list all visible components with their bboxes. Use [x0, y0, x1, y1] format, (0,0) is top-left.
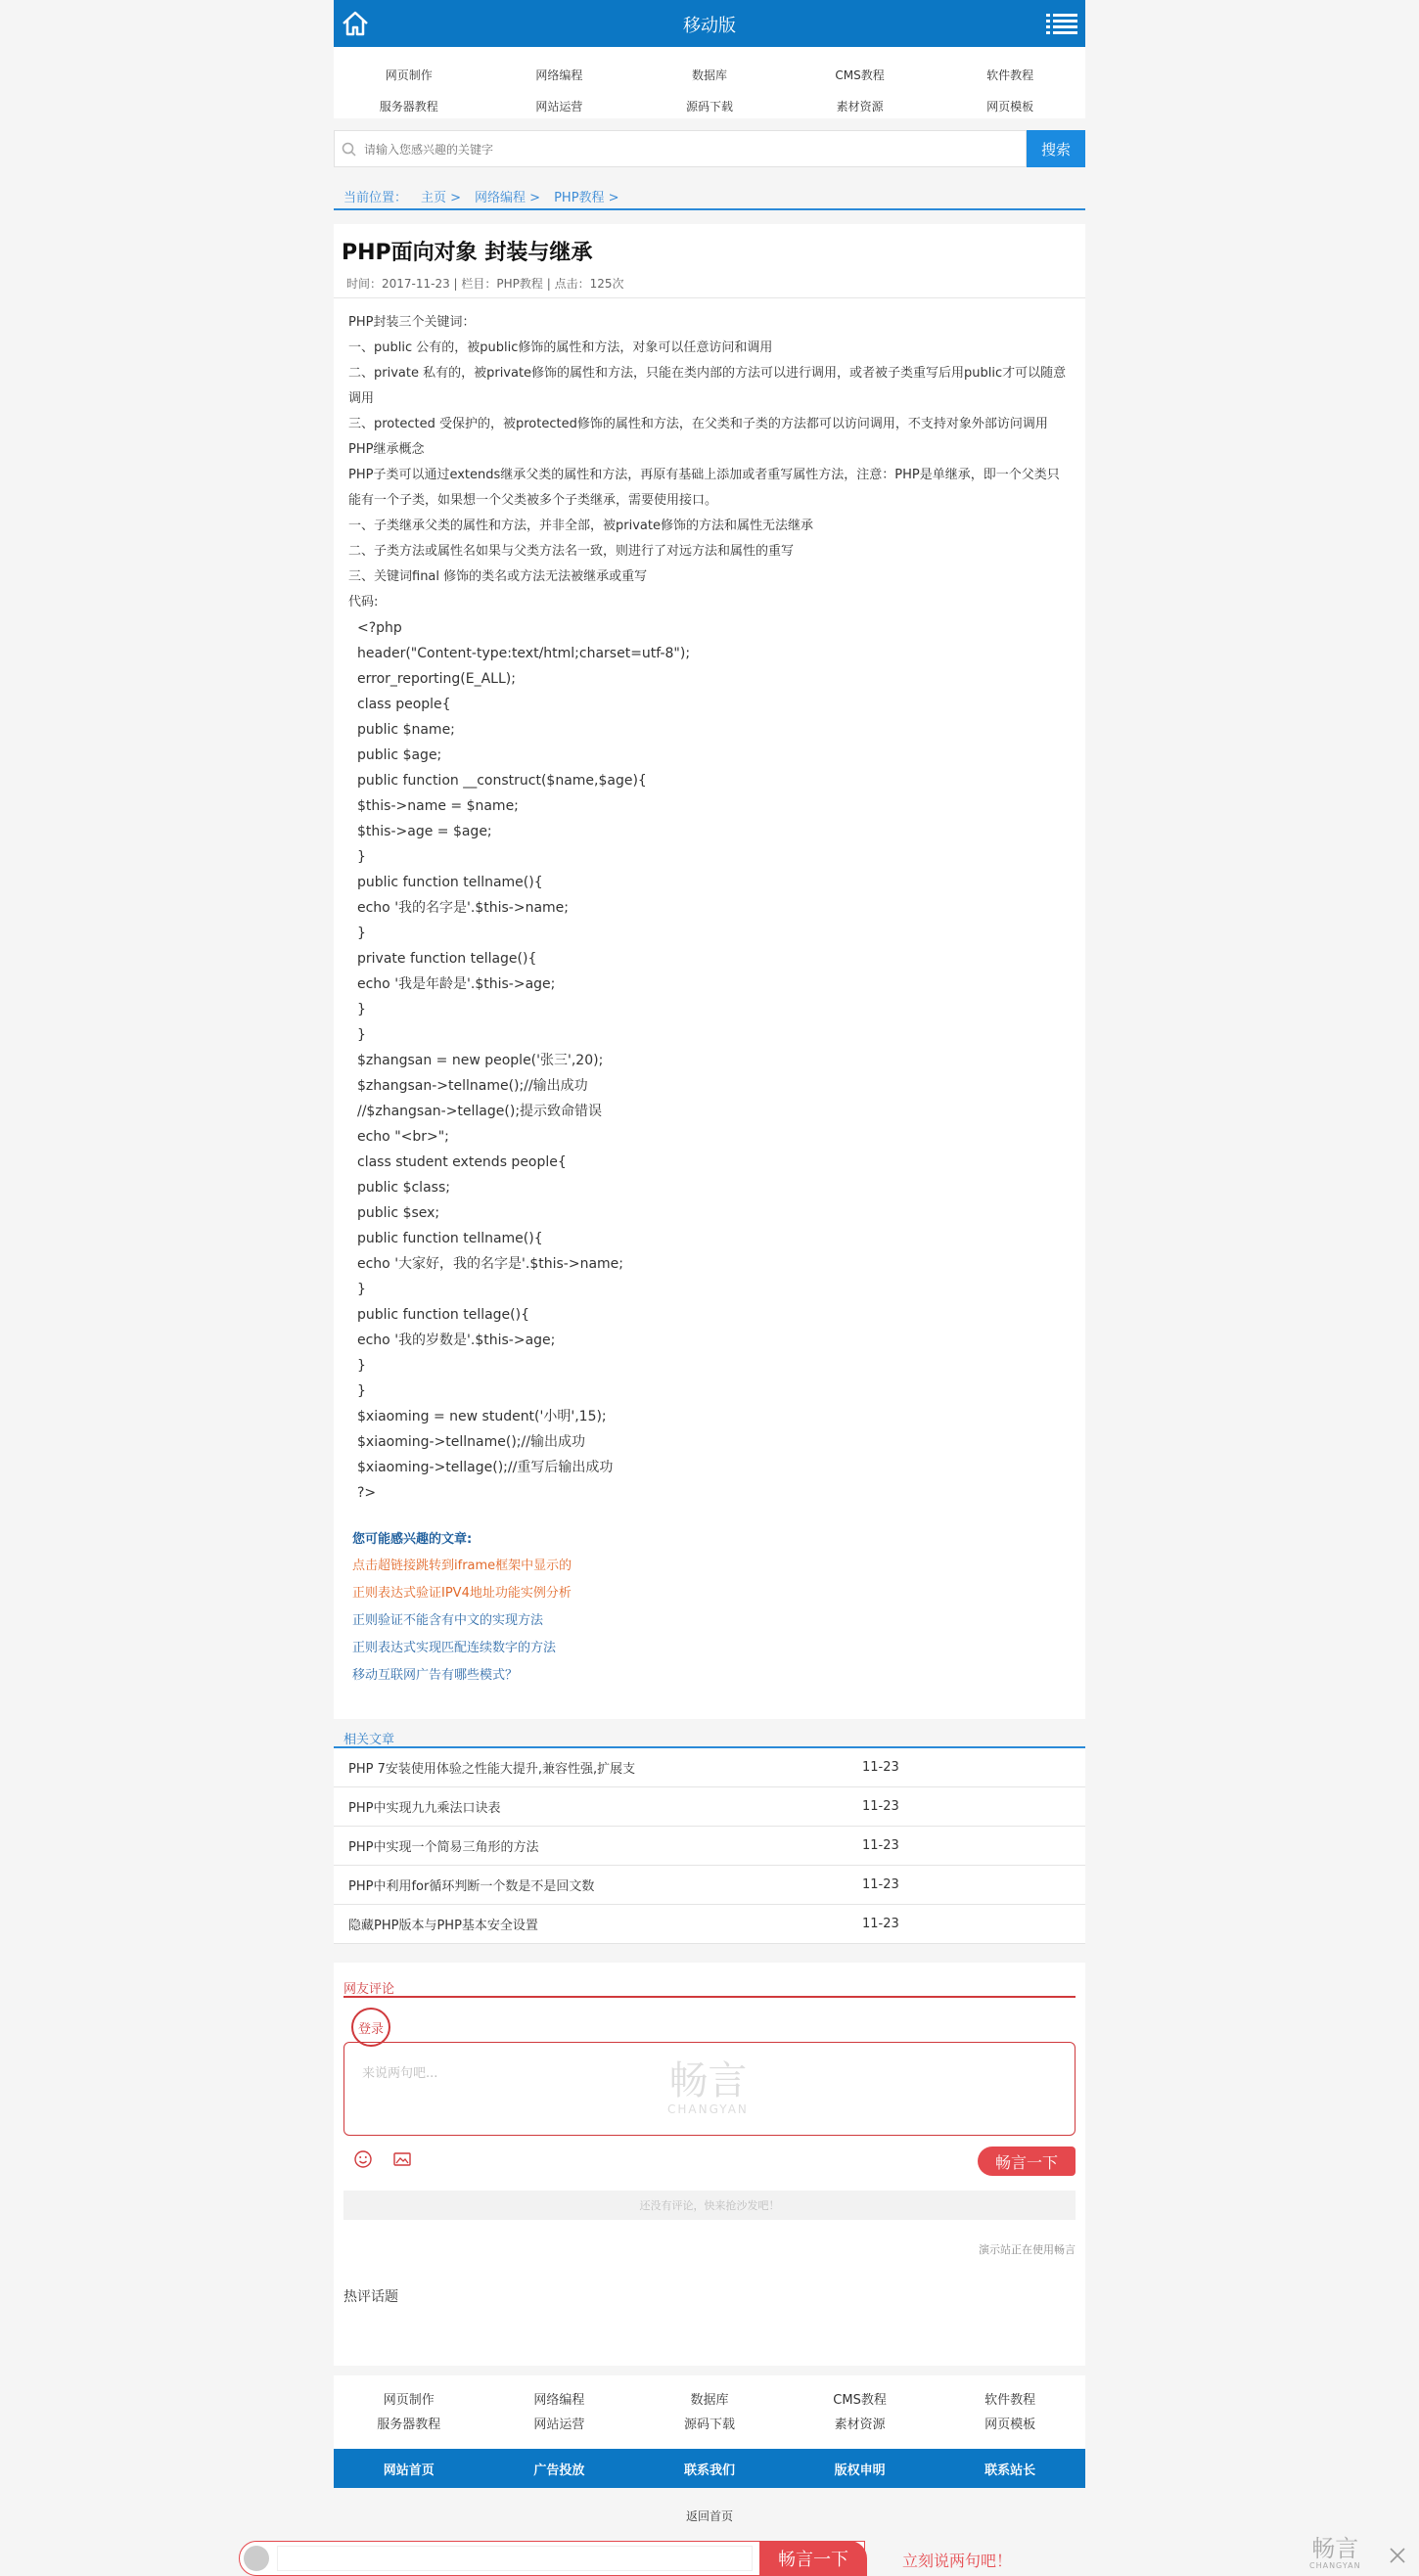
- avatar: [244, 2546, 269, 2571]
- code-line: class student extends people{: [357, 1154, 567, 1170]
- footer-nav-item[interactable]: 网页制作: [383, 2393, 435, 2408]
- comment-tools: [343, 2136, 1076, 2185]
- code-line: $zhangsan = new people('张三',20);: [357, 1053, 604, 1068]
- meta-column-link[interactable]: PHP教程: [496, 277, 543, 291]
- comments-title: 网友评论: [343, 1978, 1076, 1998]
- nav-item[interactable]: 服务器教程: [379, 99, 438, 113]
- footer-nav-item[interactable]: 源码下载: [683, 2418, 735, 2432]
- page: [334, 0, 1085, 2524]
- code-line: public $class;: [357, 1180, 450, 1196]
- code-line: }: [357, 926, 366, 941]
- interest-link[interactable]: 正则表达式验证IPV4地址功能实例分析: [352, 1586, 572, 1601]
- code-line: ?>: [357, 1485, 377, 1501]
- footer-nav-item[interactable]: 软件教程: [984, 2393, 1036, 2408]
- breadcrumb-link[interactable]: 网络编程 >: [475, 190, 541, 205]
- interest-link[interactable]: 点击超链接跳转到iframe框架中显示的: [352, 1559, 572, 1573]
- code-line: public function tellage(){: [357, 1307, 530, 1323]
- header-title: 移动版: [683, 16, 736, 36]
- related-item-date: 11-23: [862, 1917, 899, 1931]
- no-comment-notice: 还没有评论，快来抢沙发吧！: [343, 2191, 1076, 2220]
- search-input[interactable]: [364, 139, 951, 160]
- say-prompt[interactable]: 立刻说两句吧！: [902, 2552, 1013, 2570]
- nav-item[interactable]: 数据库: [691, 68, 727, 82]
- back-home-link[interactable]: 返回首页: [685, 2509, 733, 2523]
- code-line: class people{: [357, 697, 451, 712]
- related-item-title: 隐藏PHP版本与PHP基本安全设置: [348, 1919, 538, 1933]
- interest-links: [334, 1527, 1085, 1690]
- list-item[interactable]: [334, 1748, 1085, 1787]
- code-line: private function tellage(){: [357, 951, 537, 967]
- code-line: public function tellname(){: [357, 875, 543, 890]
- comment-placeholder: 来说两句吧...: [362, 2066, 438, 2081]
- nav-item[interactable]: 网页模板: [986, 99, 1034, 113]
- code-line: //$zhangsan->tellage();提示致命错误: [357, 1104, 603, 1119]
- related-item-title: PHP中实现九九乘法口诀表: [348, 1801, 501, 1816]
- related-list: [334, 1748, 1085, 1944]
- body-paragraph: 代码:: [348, 595, 379, 610]
- footer-nav-item[interactable]: CMS教程: [833, 2393, 887, 2408]
- code-line: public $sex;: [357, 1205, 440, 1221]
- breadcrumb-link[interactable]: PHP教程 >: [554, 190, 619, 205]
- code-line: echo '我是年龄是'.$this->age;: [357, 976, 556, 992]
- interest-heading: 您可能感兴趣的文章:: [352, 1532, 473, 1547]
- changyan-watermark: [667, 2058, 749, 2115]
- related-item-date: 11-23: [862, 1760, 899, 1775]
- search-icon: [341, 141, 358, 158]
- hot-topics-title: 热评话题: [343, 2289, 398, 2305]
- body-paragraph: 二、子类方法或属性名如果与父类方法名一致，则进行了对远方法和属性的重写: [348, 544, 795, 559]
- code-line: }: [357, 1282, 366, 1297]
- footer-bar: [334, 2449, 1085, 2488]
- footer-link[interactable]: 广告投放: [533, 2463, 585, 2478]
- code-line: echo '大家好，我的名字是'.$this->name;: [357, 1256, 624, 1272]
- changyan-logo: [1309, 2536, 1361, 2571]
- footer-nav-item[interactable]: 服务器教程: [377, 2418, 441, 2432]
- code-line: }: [357, 849, 366, 865]
- watermark-sub: CHANGYAN: [667, 2102, 749, 2116]
- nav-item[interactable]: 网页制作: [385, 68, 433, 82]
- body-paragraph: PHP封装三个关键词：: [348, 315, 476, 330]
- body-paragraph: 三、关键词final 修饰的类名或方法无法被继承或重写: [348, 569, 648, 584]
- list-item[interactable]: [334, 1866, 1085, 1905]
- article-body: [334, 298, 1085, 1506]
- image-icon[interactable]: [392, 2149, 412, 2169]
- code-line: $zhangsan->tellname();//输出成功: [357, 1078, 588, 1094]
- comments-section: [334, 1963, 1085, 2366]
- list-item[interactable]: [334, 1787, 1085, 1827]
- menu-icon[interactable]: [1044, 8, 1079, 39]
- submit-comment-button[interactable]: 畅言一下: [978, 2147, 1076, 2176]
- code-block: [348, 615, 1072, 1506]
- code-line: header("Content-type:text/html;charset=utf-8");: [357, 646, 691, 661]
- nav-item[interactable]: 软件教程: [986, 68, 1034, 82]
- breadcrumb-link[interactable]: 主页 >: [421, 190, 462, 205]
- interest-link[interactable]: 正则验证不能含有中文的实现方法: [352, 1613, 544, 1628]
- comment-textarea[interactable]: [343, 2042, 1076, 2136]
- article: [334, 224, 1085, 1719]
- code-line: public function __construct($name,$age){: [357, 773, 647, 789]
- code-line: echo "<br>";: [357, 1129, 449, 1145]
- code-line: }: [357, 1027, 366, 1043]
- meta-clicks: | 点击：125次: [542, 277, 624, 291]
- footer-link[interactable]: 联系我们: [683, 2463, 735, 2478]
- code-line: public function tellname(){: [357, 1231, 543, 1246]
- floating-comment-bar: [239, 2541, 865, 2576]
- related-item-title: PHP中实现一个简易三角形的方法: [348, 1840, 539, 1855]
- nav-item[interactable]: 源码下载: [685, 99, 733, 113]
- brand-text: 畅言: [1311, 2535, 1359, 2562]
- body-paragraph: PHP子类可以通过extends继承父类的属性和方法，再原有基础上添加或者重写属性方法，注意：PHP是单继承，即一个父类只能有一个子类，如果想一个父类被多个子类继承，需要使用接口。: [348, 468, 1060, 508]
- related-item-date: 11-23: [862, 1877, 899, 1892]
- related-item-title: PHP中利用for循环判断一个数是不是回文数: [348, 1879, 595, 1894]
- nav-item[interactable]: 素材资源: [836, 99, 884, 113]
- body-paragraph: 三、protected 受保护的，被protected修饰的属性和方法，在父类和子类的方法都可以访问调用，不支持对象外部访问调用: [348, 417, 1048, 431]
- code-line: public $name;: [357, 722, 455, 738]
- related-title: 相关文章: [334, 1719, 1085, 1748]
- code-line: }: [357, 1002, 366, 1017]
- code-line: $this->name = $name;: [357, 798, 519, 814]
- interest-link[interactable]: 正则表达式实现匹配连续数字的方法: [352, 1641, 557, 1655]
- related-item-title: PHP 7安装使用体验之性能大提升,兼容性强,扩展支: [348, 1762, 636, 1777]
- meta-time: 时间：2017-11-23 | 栏目：: [346, 277, 497, 291]
- footer-link[interactable]: 版权申明: [834, 2463, 886, 2478]
- breadcrumb-label: 当前位置：: [343, 190, 408, 205]
- body-paragraph: 一、子类继承父类的属性和方法，并非全部，被private修饰的方法和属性无法继承: [348, 519, 813, 533]
- floating-comment-input[interactable]: [277, 2546, 753, 2571]
- list-item[interactable]: [334, 1827, 1085, 1866]
- search-bar: [334, 129, 1085, 168]
- top-header: [334, 0, 1085, 47]
- floating-send-button[interactable]: 畅言一下: [759, 2541, 867, 2576]
- code-line: error_reporting(E_ALL);: [357, 671, 516, 687]
- login-button[interactable]: 登录: [351, 2008, 390, 2047]
- footer-nav-item[interactable]: 网站运营: [533, 2418, 585, 2432]
- code-line: $xiaoming = new student('小明',15);: [357, 1409, 607, 1424]
- nav-item[interactable]: 网络编程: [535, 68, 583, 82]
- body-paragraph: 二、private 私有的，被private修饰的属性和方法，只能在类内部的方法可以进行调用，或者被子类重写后用public才可以随意调用: [348, 366, 1067, 406]
- powered-by[interactable]: 演示站正在使用畅言: [979, 2243, 1076, 2256]
- interest-link[interactable]: 移动互联网广告有哪些模式？: [352, 1668, 519, 1683]
- related-item-date: 11-23: [862, 1838, 899, 1853]
- code-line: }: [357, 1358, 366, 1374]
- category-nav: [334, 47, 1085, 118]
- code-line: public $age;: [357, 747, 442, 763]
- code-line: }: [357, 1383, 366, 1399]
- search-box: [334, 130, 1027, 167]
- search-button[interactable]: 搜索: [1027, 130, 1085, 167]
- breadcrumb: [334, 183, 1085, 210]
- code-line: $xiaoming->tellname();//输出成功: [357, 1434, 585, 1450]
- related-item-date: 11-23: [862, 1799, 899, 1814]
- nav-item[interactable]: CMS教程: [835, 68, 885, 82]
- code-line: <?php: [357, 620, 402, 636]
- footer-link[interactable]: 网站首页: [383, 2463, 435, 2478]
- code-line: $xiaoming->tellage();//重写后输出成功: [357, 1460, 614, 1475]
- footer-nav-item[interactable]: 素材资源: [834, 2418, 886, 2432]
- footer-nav: [334, 2375, 1085, 2449]
- code-line: echo '我的岁数是'.$this->age;: [357, 1333, 556, 1348]
- body-paragraph: 一、public 公有的，被public修饰的属性和方法，对象可以任意访问和调用: [348, 340, 773, 355]
- footer-link[interactable]: 联系站长: [984, 2463, 1036, 2478]
- article-title: PHP面向对象 封装与继承: [342, 241, 593, 265]
- close-icon[interactable]: [1388, 2546, 1407, 2565]
- emoji-icon[interactable]: [353, 2149, 373, 2169]
- footer-nav-item[interactable]: 网络编程: [533, 2393, 585, 2408]
- code-line: $this->age = $age;: [357, 824, 492, 839]
- code-line: echo '我的名字是'.$this->name;: [357, 900, 570, 916]
- article-meta: [334, 271, 1085, 298]
- list-item[interactable]: [334, 1905, 1085, 1944]
- body-paragraph: PHP继承概念: [348, 442, 425, 457]
- watermark-text: 畅言: [668, 2058, 748, 2103]
- nav-item[interactable]: 网站运营: [535, 99, 583, 113]
- brand-sub: CHANGYAN: [1309, 2561, 1361, 2570]
- footer-nav-item[interactable]: 网页模板: [984, 2418, 1036, 2432]
- footer-nav-item[interactable]: 数据库: [690, 2393, 729, 2408]
